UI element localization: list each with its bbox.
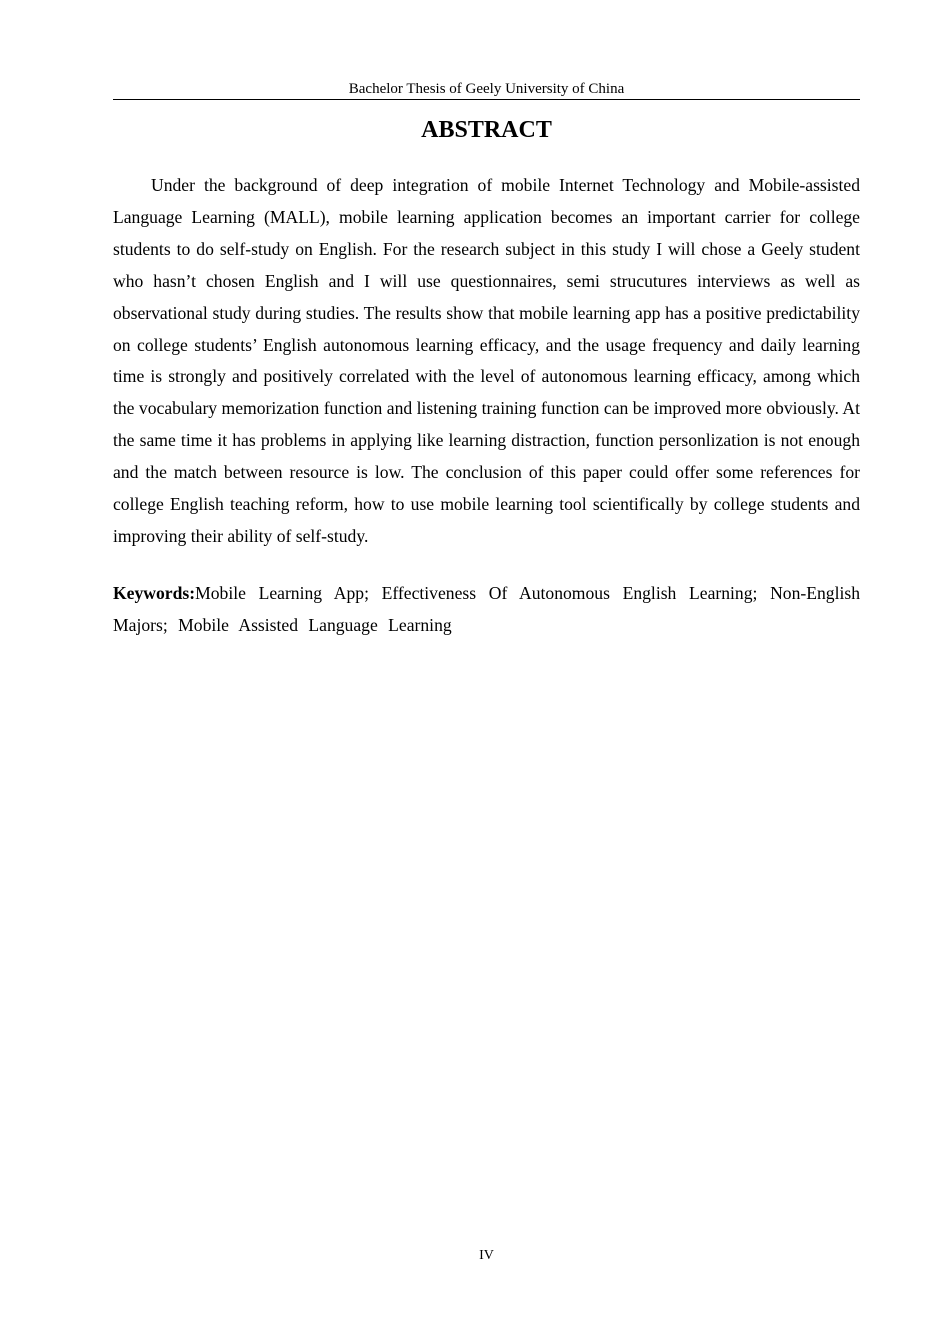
header-rule [113, 99, 860, 100]
keywords-label: Keywords: [113, 583, 196, 603]
page-number: IV [479, 1248, 494, 1263]
running-header: Bachelor Thesis of Geely University of China [348, 81, 625, 97]
keywords-paragraph [113, 578, 860, 642]
abstract-title: ABSTRACT [421, 117, 552, 143]
keywords-text: Mobile Learning App; Effectiveness Of Autonomous English Learning; Non-English Majors; Mobile Assisted Language Learning [113, 583, 860, 635]
abstract-body: Under the background of deep integration of mobile Internet Technology and Mobile-assisted Language Learning (MALL), mobile learning application becomes an important carrier for college students to do self-study on English. For the research subject in this study I will chose a Geely student who hasn’t chosen English and I will use questionnaires, semi strucutures interviews as well as observational study during studies. The results show that mobile learning app has a positive predictability on college students’ English autonomous learning efficacy, and the usage frequency and daily learning time is strongly and positively correlated with the level of autonomous learning efficacy, among which the vocabulary memorization function and listening training function can be improved more obviously. At the same time it has problems in applying like learning distraction, function personlization is not enough and the match between resource is low. The conclusion of this paper could offer some references for college English teaching reform, how to use mobile learning tool scientifically by college students and improving their ability of self-study. [113, 175, 860, 546]
